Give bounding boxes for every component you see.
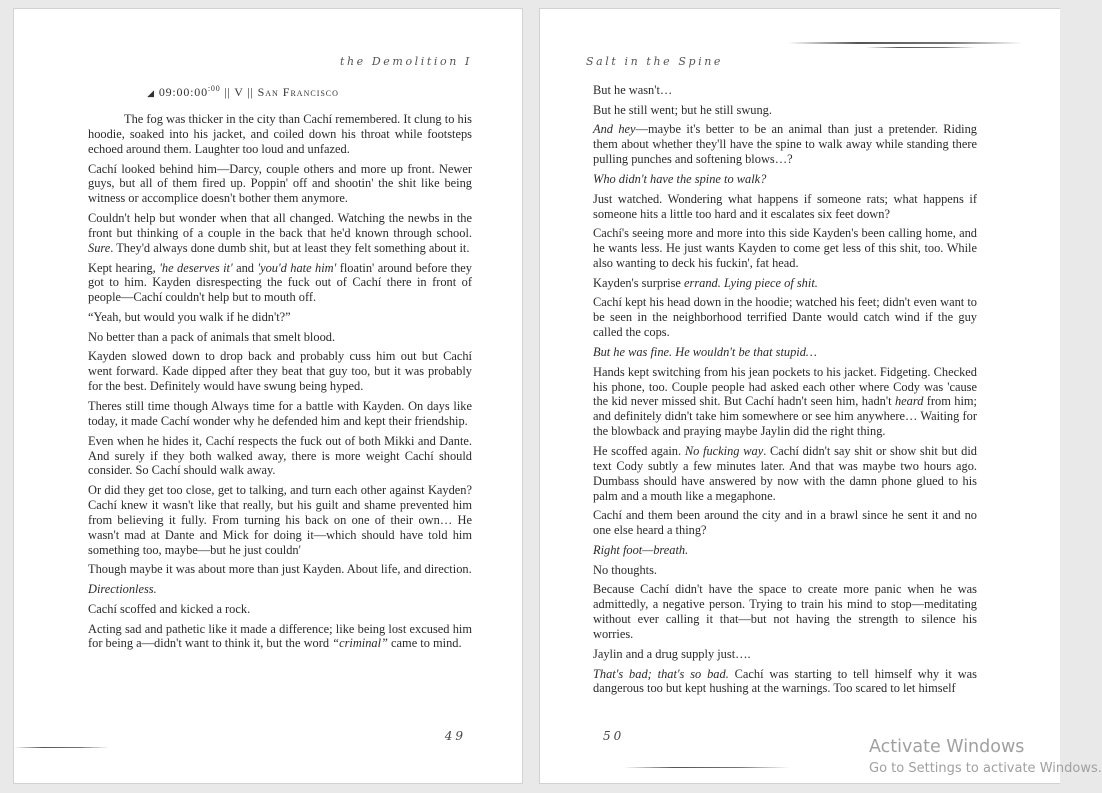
text-run: came to mind. bbox=[387, 636, 462, 651]
text-run: from him; and definitely didn't take him somewhere or see him anywhere… Waiting for the blowback and praying maybe Jaylin did the right thing. bbox=[593, 394, 977, 439]
text-run: The fog was thicker in the city than Cachí remembered. It clung to his hoodie, soaked into his jacket, and coiled down his throat while footsteps echoed around them. Laughter too loud and unfazed. bbox=[88, 112, 472, 156]
page-number: 49 bbox=[444, 729, 466, 743]
text-run: Cachí's seeing more and more into this side Kayden's been calling home, and he wants less. He just wants Kayden to come get less of this shit, too. While also wanting to deck his fuckin', fat head. bbox=[593, 226, 977, 271]
text-run: . They'd always done dumb shit, but at least they felt something about it. bbox=[110, 240, 470, 255]
chapter-time: 09:00:00 bbox=[158, 85, 208, 99]
paragraph bbox=[88, 562, 472, 577]
italic-run: Directionless. bbox=[88, 582, 157, 597]
italic-run: Sure bbox=[88, 240, 111, 255]
paragraph bbox=[593, 276, 977, 291]
text-run: No better than a pack of animals that smelt blood. bbox=[88, 329, 336, 344]
italic-run: And hey bbox=[593, 122, 636, 137]
italic-run: Right foot—breath. bbox=[593, 543, 689, 558]
text-run: Just watched. Wondering what happens if someone rats; what happens if someone hits a little too hard and it escalates six feet down? bbox=[593, 191, 977, 221]
text-run: Acting sad and pathetic like it made a difference; like being lost excused him for being a—didn't want to think it, but the word bbox=[88, 621, 472, 651]
decorative-swash bbox=[788, 42, 1022, 44]
paragraph bbox=[593, 563, 977, 578]
italic-run: errand. Lying piece of shit. bbox=[684, 275, 818, 290]
paragraph bbox=[593, 582, 977, 642]
text-run: . Cachí didn't say shit or show shit but did text Cody subtly a few minutes later. And that was maybe two hours ago. Dumbass should have answered by now with the damn phone glued to his palm and a mouth like a megaphone. bbox=[593, 444, 977, 503]
text-run: Or did they get too close, get to talking, and turn each other against Kayden? Cachí knew it wasn't like that really, but his guilt and shame prevented him from believing it fully. From turning his back on one of their own… He wasn't mad at Dante and Mick for doing it—which should have told him something too, maybe—but he just couldn' bbox=[88, 483, 472, 557]
activation-watermark bbox=[869, 736, 1102, 778]
italic-run: “criminal” bbox=[332, 636, 388, 651]
paragraph bbox=[593, 172, 977, 187]
chapter-heading bbox=[14, 84, 472, 100]
left-page bbox=[13, 8, 523, 784]
text-run: Theres still time though Always time for a battle with Kayden. On days like today, it made Cachí wonder why he defended him and kept their friendship. bbox=[88, 398, 472, 428]
italic-run: heard bbox=[894, 394, 924, 409]
page-number: 50 bbox=[603, 729, 625, 743]
paragraph bbox=[88, 261, 472, 306]
text-run: Because Cachí didn't have the space to create more panic when he was admittedly, a negative person. Trying to train his mind to stop—meditating without ever calling it that—but not having the strength to silence his worries. bbox=[593, 582, 977, 642]
decorative-swash bbox=[14, 747, 109, 748]
body-text[interactable] bbox=[593, 83, 977, 701]
running-head: Salt in the Spine bbox=[586, 55, 724, 68]
paragraph bbox=[593, 192, 977, 222]
paragraph bbox=[593, 345, 977, 360]
paragraph bbox=[593, 226, 977, 271]
paragraph bbox=[88, 310, 472, 325]
paragraph bbox=[593, 667, 977, 697]
body-text[interactable] bbox=[88, 112, 472, 656]
text-run: Cachí was starting to tell himself why it was dangerous too but kept hushing at the warnings. Too scared to let himself bbox=[593, 666, 977, 696]
paragraph bbox=[88, 602, 472, 617]
text-run: and bbox=[232, 260, 258, 275]
paragraph bbox=[593, 83, 977, 98]
paragraph bbox=[593, 543, 977, 558]
text-run: floatin' around before they got to him. Kayden disrespecting the fuck out of Cachí there in front of people—Cachí couldn't help but to mouth off. bbox=[88, 260, 472, 305]
text-run: Hands kept switching from his jean pockets to his jacket. Fidgeting. Checked his phone, too. Couple people had asked each other where Cody was 'cause the kid never missed shit. But Cachí hadn't seen him, hadn't bbox=[593, 364, 977, 409]
italic-run: No fucking way bbox=[684, 444, 764, 458]
watermark-title: Activate Windows bbox=[869, 737, 1025, 757]
chapter-time-seconds: :00 bbox=[207, 84, 221, 93]
right-page bbox=[539, 8, 1060, 784]
italic-run: That's bad; that's so bad. bbox=[593, 666, 729, 681]
paragraph bbox=[88, 112, 472, 157]
italic-run: Who didn't have the spine to walk? bbox=[593, 171, 767, 186]
text-run: Cachí scoffed and kicked a rock. bbox=[88, 601, 251, 616]
paragraph bbox=[88, 434, 472, 479]
text-run: Cachí and them been around the city and in a brawl since he sent it and no one else heard a thing? bbox=[593, 508, 977, 538]
text-run: Cachí kept his head down in the hoodie; watched his feet; didn't even want to be seen in the neighborhood terrified Dante would catch wind if the guy called the cops. bbox=[593, 295, 977, 340]
paragraph bbox=[593, 365, 977, 440]
paragraph bbox=[593, 647, 977, 662]
text-run: Couldn't help but wonder when that all changed. Watching the newbs in the front but thinking of a couple in the back that he'd known through school. bbox=[88, 211, 472, 240]
paragraph bbox=[593, 103, 977, 118]
text-run: Kayden's surprise bbox=[593, 275, 685, 290]
text-run: Cachí looked behind him—Darcy, couple others and more up front. Newer guys, but all of them fired up. Poppin' off and shootin' the shit like being witness or accomplice doesn't bother them anymore. bbox=[88, 161, 472, 206]
text-run: Though maybe it was about more than just Kayden. About life, and direction. bbox=[88, 562, 472, 577]
text-run: Even when he hides it, Cachí respects the fuck out of both Mikki and Dante. And surely if they both walked away, there is more weight Cachí should consider. So Cachí should walk away. bbox=[88, 433, 472, 478]
text-run: But he still went; but he still swung. bbox=[593, 102, 772, 117]
paragraph bbox=[88, 483, 472, 558]
italic-run: 'you'd hate him' bbox=[257, 260, 337, 275]
italic-run: But he was fine. He wouldn't be that stupid… bbox=[593, 344, 817, 359]
paragraph bbox=[88, 349, 472, 394]
paragraph bbox=[593, 122, 977, 167]
paragraph bbox=[88, 399, 472, 429]
paragraph bbox=[593, 295, 977, 340]
triangle-icon: ◢ bbox=[147, 88, 155, 98]
paragraph bbox=[88, 162, 472, 207]
paragraph bbox=[593, 444, 977, 504]
text-run: Jaylin and a drug supply just…. bbox=[593, 646, 751, 661]
paragraph bbox=[88, 330, 472, 345]
text-run: “Yeah, but would you walk if he didn't?” bbox=[88, 310, 291, 325]
decorative-swash bbox=[624, 767, 790, 768]
text-run: He scoffed again. bbox=[593, 444, 685, 458]
watermark-subtitle: Go to Settings to activate Windows. bbox=[869, 761, 1102, 776]
text-run: But he wasn't… bbox=[593, 83, 673, 97]
paragraph bbox=[88, 211, 472, 256]
chapter-city: San Francisco bbox=[257, 85, 339, 99]
text-run: No thoughts. bbox=[593, 562, 658, 577]
paragraph bbox=[88, 622, 472, 652]
chapter-part: || V || bbox=[220, 85, 258, 99]
text-run: —maybe it's better to be an animal than just a pretender. Riding them about whether they'll have the spine to walk away while standing there pulling punches and softening blows…? bbox=[593, 122, 977, 167]
running-head: the Demolition I bbox=[339, 55, 472, 68]
text-run: Kayden slowed down to drop back and probably cuss him out but Cachí went forward. Kade dipped after they beat that guy too, but it was probably for the best. Definitely would have swung being hyped. bbox=[88, 349, 472, 394]
paragraph bbox=[88, 582, 472, 597]
italic-run: 'he deserves it' bbox=[159, 260, 233, 275]
text-run: Kept hearing, bbox=[88, 260, 160, 275]
paragraph bbox=[593, 508, 977, 538]
decorative-swash bbox=[866, 47, 976, 48]
